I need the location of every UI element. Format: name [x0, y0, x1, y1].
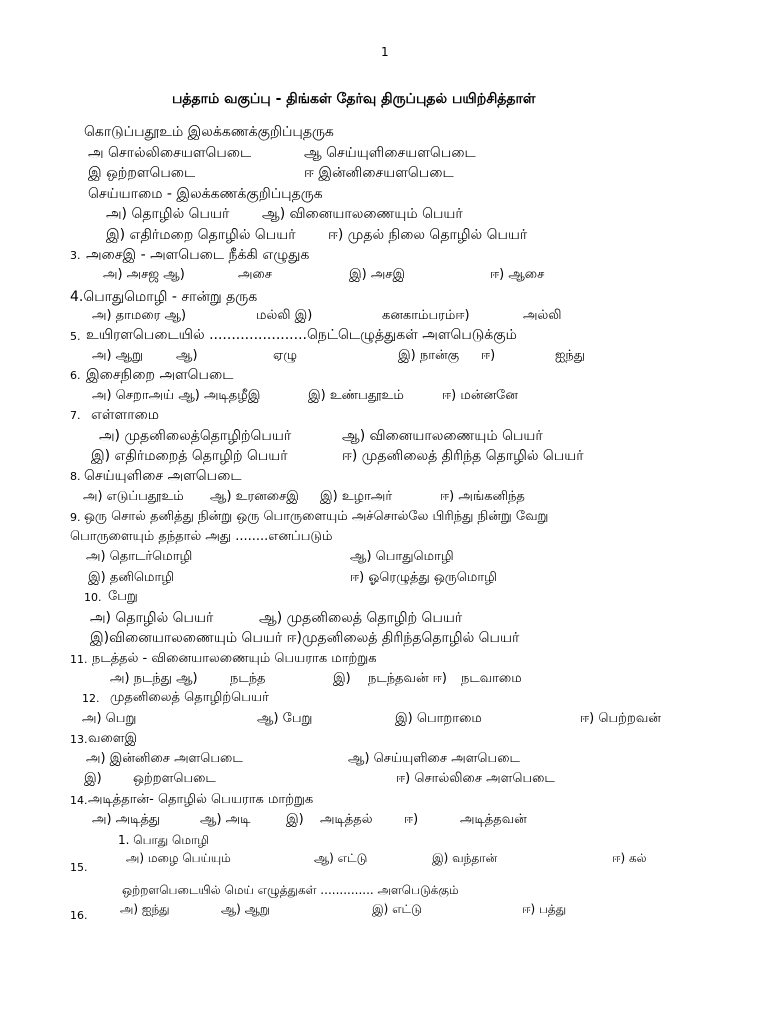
question-6-option-d: ஈ) மன்னனே	[442, 388, 518, 403]
question-6-text: இசைநிறை அளபெடை	[86, 367, 234, 383]
question-5-option-d-value: ஐந்து	[555, 348, 586, 363]
question-1-text: கொடுப்பதூஉம் இலக்கணக்குறிப்புதருக	[84, 124, 334, 140]
question-11-option-c-value: நடந்தவன் ஈ)	[368, 671, 447, 686]
question-15-option-d: ஈ) கல்	[612, 851, 647, 865]
question-9-option-d: ஈ) ஓரெழுத்து ஒருமொழி	[350, 570, 497, 585]
question-7-option-c: இ) எதிர்மறைத் தொழிற் பெயர்	[91, 448, 288, 464]
question-15-option-a: அ) மழை பெய்யும்	[126, 851, 231, 865]
question-12-option-c: இ) பொறாமை	[395, 711, 482, 726]
question-4-option-d: அல்லி	[523, 308, 562, 323]
question-12-text: முதனிலைத் தொழிற்பெயர்	[110, 690, 269, 705]
question-4-option-b: மல்லி இ)	[256, 308, 313, 323]
question-13-option-c: இ)	[84, 771, 102, 786]
question-11-option-d: நடவாமை	[461, 671, 522, 686]
page-number: 1	[381, 45, 389, 59]
question-10-option-cd: இ)வினையாலணையும் பெயர் ஈ)முதனிலைத் திரிந்ததொழில் பெயர்	[90, 630, 520, 646]
question-7-number: 7.	[70, 409, 81, 422]
question-12-option-d: ஈ) பெற்றவன்	[580, 711, 661, 726]
question-8-option-b: ஆ) உரனசைஇ	[210, 489, 299, 504]
question-13-option-c-value: ஒற்றளபெடை	[133, 771, 216, 786]
question-10-option-a: அ) தொழில் பெயர்	[90, 610, 214, 626]
question-5-number: 5.	[70, 330, 81, 343]
question-14-option-a: அ) அடித்து	[92, 812, 161, 827]
question-8-text: செய்யுளிசை அளபெடை	[84, 468, 242, 484]
question-3-option-d: ஈ) ஆசை	[490, 267, 545, 282]
question-7-option-a: அ) முதனிலைத்தொழிற்பெயர்	[99, 428, 292, 444]
question-8-number: 8.	[70, 470, 81, 483]
question-5-option-a: அ) ஆறு	[92, 348, 143, 363]
question-2-text: செய்யாமை - இலக்கணக்குறிப்புதருக	[88, 186, 323, 202]
question-16-option-b: ஆ) ஆறு	[221, 902, 270, 916]
question-9-number: 9.	[70, 511, 81, 524]
question-1-option-b: ஆ செய்யுளிசையளபெடை	[304, 145, 476, 161]
question-1-option-c: இ ஒற்றளபெடை	[88, 165, 196, 181]
question-12-number: 12.	[82, 692, 100, 705]
question-6-number: 6.	[70, 369, 81, 382]
question-11-number: 11.	[70, 653, 88, 666]
question-9-option-c: இ) தனிமொழி	[88, 570, 175, 585]
question-8-option-a: அ) எடுப்பதூஉம்	[83, 489, 184, 504]
question-6-option-ab: அ) செறாஅய் ஆ) அடிதழீஇ	[92, 388, 261, 403]
question-14-option-d: ஈ)	[404, 812, 419, 827]
question-3-option-c: இ) அசஇ	[349, 267, 406, 282]
page-title: பத்தாம் வகுப்பு - திங்கள் தேர்வு திருப்புதல் பயிற்சித்தாள்	[172, 91, 536, 107]
question-9-option-b: ஆ) பொதுமொழி	[350, 549, 454, 564]
question-14-option-d-value: அடித்தவன்	[460, 812, 527, 827]
question-14-option-c-value: அடித்தல்	[320, 812, 373, 827]
question-16-text: ஒற்றளபெடையில் மெய் எழுத்துகள் .............. அளபெடுக்கும்	[122, 883, 459, 897]
question-11-option-b: நடந்த	[230, 671, 266, 686]
question-2-option-b: ஆ) வினையாலணையும் பெயர்	[262, 206, 463, 222]
question-10-text: பேறு	[108, 589, 138, 604]
question-12-option-a: அ) பெறு	[82, 711, 137, 726]
question-13-option-a: அ) இன்னிசை அளபெடை	[86, 751, 243, 766]
question-16-number: 16.	[70, 909, 88, 922]
question-14-option-c: இ)	[286, 812, 304, 827]
question-9-text-line1: ஒரு சொல் தனித்து நின்று ஒரு பொருளையும் அச்சொல்லே பிரிந்து நின்று வேறு	[84, 509, 549, 524]
question-7-option-d: ஈ) முதனிலைத் திரிந்த தொழில் பெயர்	[342, 448, 584, 464]
question-1-option-d: ஈ இன்னிசையளபெடை	[304, 165, 454, 181]
question-9-text-line2: பொருளையும் தந்தால் அது ........எனப்படும்	[70, 529, 333, 544]
question-4-option-a: அ) தாமரை ஆ)	[92, 308, 187, 323]
question-3-option-a-cont: அசை	[238, 267, 272, 282]
question-3-text: அசைஇ - அளபெடை நீக்கி எழுதுக	[86, 247, 310, 263]
question-6-option-c: இ) உண்பதூஉம்	[308, 388, 404, 403]
question-4-option-c: கனகாம்பரம்ஈ)	[382, 308, 470, 323]
question-5-option-b: ஆ)	[176, 348, 198, 363]
question-12-option-b: ஆ) பேறு	[257, 711, 313, 726]
question-13-text: வளைஇ	[88, 731, 138, 746]
question-15-option-c: இ) வந்தான்	[432, 851, 498, 865]
question-14-text: அடித்தான்- தொழில் பெயராக மாற்றுக	[88, 792, 314, 807]
question-15-option-b: ஆ) எட்டு	[314, 851, 368, 865]
question-14-option-b: ஆ) அடி	[200, 812, 251, 827]
question-16-option-c: இ) எட்டு	[372, 902, 422, 916]
question-16-option-d: ஈ) பத்து	[522, 902, 567, 916]
question-10-number: 10.	[84, 591, 102, 604]
question-13-number: 13.	[70, 733, 88, 746]
question-7-text: எள்ளாமை	[91, 407, 160, 423]
question-2-option-a: அ) தொழில் பெயர்	[106, 206, 230, 222]
question-5-option-c: இ) நான்கு	[398, 348, 460, 363]
question-14-number: 14.	[70, 794, 88, 807]
question-8-option-c: இ) உழாஅர்	[320, 489, 393, 504]
question-9-option-a: அ) தொடர்மொழி	[86, 549, 193, 564]
question-10-option-b: ஆ) முதனிலைத் தொழிற் பெயர்	[259, 610, 463, 626]
question-5-option-d: ஈ)	[481, 348, 496, 363]
question-13-option-b: ஆ) செய்யுளிசை அளபெடை	[348, 751, 520, 766]
question-2-option-c: இ) எதிர்மறை தொழில் பெயர்	[106, 227, 296, 243]
question-5-text: உயிரளபெடையில் ......................நெட்டெழுத்துகள் அளபெடுக்கும்	[86, 327, 517, 343]
question-11-option-a: அ) நடந்து ஆ)	[110, 671, 198, 686]
question-3-option-a: அ) அசஜ ஆ)	[103, 267, 185, 282]
question-11-option-c: இ)	[333, 671, 351, 686]
question-2-option-d: ஈ) முதல் நிலை தொழில் பெயர்	[328, 227, 528, 243]
question-11-text: நடத்தல் - வினையாலணையும் பெயராக மாற்றுக	[92, 651, 377, 666]
question-7-option-b: ஆ) வினையாலணையும் பெயர்	[342, 428, 543, 444]
question-3-number: 3.	[70, 249, 81, 262]
question-15-number: 15.	[70, 861, 88, 874]
question-8-option-d: ஈ) அங்கனிந்த	[440, 489, 525, 504]
question-15-text: 1. பொது மொழி	[118, 833, 210, 847]
question-5-option-b-value: ஏழு	[273, 348, 298, 363]
question-16-option-a: அ) ஐந்து	[120, 902, 170, 916]
question-13-option-d: ஈ) சொல்லிசை அளபெடை	[396, 771, 555, 786]
question-4-text: 4.பொதுமொழி - சான்று தருக	[70, 289, 258, 305]
question-1-option-a: அ சொல்லிசையளபெடை	[88, 145, 252, 161]
